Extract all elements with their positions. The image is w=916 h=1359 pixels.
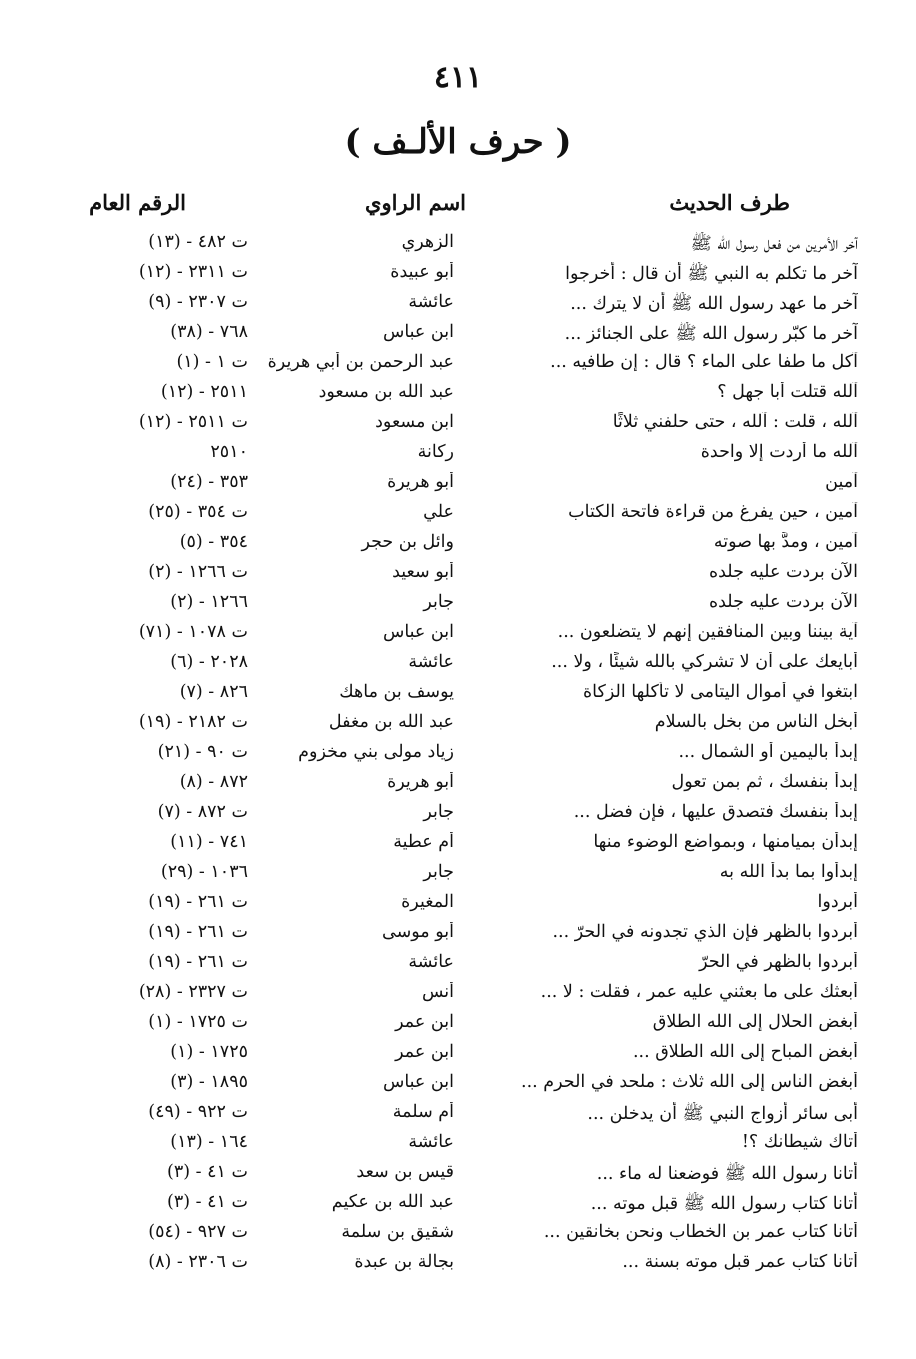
table-row [0,1190,916,1220]
hadith-cell: آخر الأمرين من فعل رسول الله ﷺ [690,234,858,254]
number-cell: ١٦٤ - (١٣) [170,1132,248,1152]
narrator-cell: أبو هريرة [387,472,454,492]
narrator-cell: المغيرة [401,892,454,912]
column-headers [0,190,916,224]
hadith-cell: آلله ما أردت إلا واحدة [700,442,858,462]
table-row [0,500,916,530]
number-cell: ت ٢٣١١ - (١٢) [138,262,248,282]
hadith-cell: إبدأوا بما بدأ الله به [719,862,858,882]
table-row [0,890,916,920]
number-cell: ت ٤١ - (٣) [167,1192,248,1212]
narrator-cell: أبو عبيدة [390,262,454,282]
table-row [0,1010,916,1040]
table-row [0,350,916,380]
number-cell: ت ٩٢٧ - (٥٤) [148,1222,248,1242]
table-row [0,380,916,410]
number-cell: ت ٤٨٢ - (١٣) [148,232,248,252]
header-number: الرقم العام [89,190,186,215]
number-cell: ت ١ - (١) [176,352,248,372]
number-cell: ٨٢٦ - (٧) [179,682,248,702]
narrator-cell: أنس [421,982,454,1002]
table-row [0,320,916,350]
narrator-cell: عائشة [408,952,454,972]
number-cell: ٧٦٨ - (٣٨) [170,322,248,342]
table-row [0,1160,916,1190]
number-cell: ت ٢٦١ - (١٩) [148,952,248,972]
narrator-cell: عائشة [408,292,454,312]
table-row [0,1040,916,1070]
table-row [0,830,916,860]
hadith-cell: أبغض الحلال إلى الله الطلاق [652,1012,858,1032]
number-cell: ٢٠٢٨ - (٦) [170,652,248,672]
index-table [0,230,916,1280]
table-row [0,470,916,500]
narrator-cell: ابن عمر [395,1012,454,1032]
table-row [0,260,916,290]
table-row [0,1250,916,1280]
narrator-cell: ابن عمر [395,1042,454,1062]
section-title: ( حرف الألـف ) [344,122,572,162]
table-row [0,740,916,770]
narrator-cell: وائل بن حجر [361,532,454,552]
hadith-cell: أبايعك على أن لا تشركي بالله شيئًا ، ولا ... [551,652,858,672]
number-cell: ت ٩٠ - (٢١) [157,742,248,762]
narrator-cell: جابر [423,802,454,822]
table-row [0,770,916,800]
number-cell: ت ٢٦١ - (١٩) [148,892,248,912]
hadith-cell: أبى سائر أزواج النبي ﷺ أن يدخلن ... [587,1104,858,1124]
table-row [0,440,916,470]
hadith-cell: آمين ، ومدَّ بها صوته [713,532,858,552]
hadith-cell: الآن بردت عليه جلده [708,562,858,582]
table-row [0,1100,916,1130]
number-cell: ت ٢٦١ - (١٩) [148,922,248,942]
hadith-cell: آكل ما طفا على الماء ؟ قال : إن طافيه ... [550,352,858,372]
narrator-cell: ركانة [417,442,454,462]
narrator-cell: جابر [423,862,454,882]
hadith-cell: أبعثك على ما بعثني عليه عمر ، فقلت : لا ... [540,982,858,1002]
hadith-cell: آمين ، حين يفرغ من قراءة فاتحة الكتاب [568,502,858,522]
narrator-cell: بجالة بن عبدة [354,1252,454,1272]
narrator-cell: شقيق بن سلمة [341,1222,454,1242]
number-cell: ١٠٣٦ - (٢٩) [160,862,248,882]
table-row [0,410,916,440]
hadith-cell: آية بيننا وبين المنافقين إنهم لا يتضلعون ... [557,622,858,642]
narrator-cell: ابن عباس [382,1072,454,1092]
number-cell: ت ٢٥١١ - (١٢) [138,412,248,432]
number-cell: ١٧٢٥ - (١) [170,1042,248,1062]
hadith-cell: أبخل الناس من بخل بالسلام [654,712,858,732]
table-row [0,920,916,950]
number-cell: ت ٤١ - (٣) [167,1162,248,1182]
hadith-cell: أتانا كتاب عمر قبل موته بسنة ... [622,1252,858,1272]
narrator-cell: عبد الله بن عكيم [331,1192,454,1212]
narrator-cell: عبد الله بن مغفل [328,712,454,732]
hadith-cell: آخر ما تكلم به النبي ﷺ أن قال : أخرجوا [565,264,858,284]
hadith-cell: إبدأن بميامنها ، وبمواضع الوضوء منها [593,832,858,852]
narrator-cell: أبو موسى [382,922,454,942]
table-row [0,710,916,740]
hadith-cell: إبدأ بنفسك ، ثم بمن تعول [671,772,858,792]
table-row [0,650,916,680]
number-cell: ١٨٩٥ - (٣) [170,1072,248,1092]
number-cell: ت ١٢٦٦ - (٢) [148,562,248,582]
number-cell: ت ٢٣٢٧ - (٢٨) [138,982,248,1002]
table-row [0,950,916,980]
table-row [0,590,916,620]
hadith-cell: آخر ما كبّر رسول الله ﷺ على الجنائز ... [564,324,858,344]
number-cell: ت ٢٣٠٧ - (٩) [148,292,248,312]
table-row [0,980,916,1010]
narrator-cell: جابر [423,592,454,612]
hadith-cell: أتانا كتاب عمر بن الخطاب ونحن بخانقين ... [543,1222,858,1242]
hadith-cell: أبردوا بالظهر في الحرّ [699,952,858,972]
number-cell: ٢٥١٠ [210,442,248,462]
table-row [0,1130,916,1160]
number-cell: ٧٤١ - (١١) [170,832,248,852]
narrator-cell: الزهري [401,232,454,252]
narrator-cell: زياد مولى بني مخزوم [298,742,454,762]
hadith-cell: آخر ما عهد رسول الله ﷺ أن لا يترك ... [570,294,858,314]
hadith-cell: آلله قتلت أبا جهل ؟ [717,382,858,402]
narrator-cell: عائشة [408,652,454,672]
hadith-cell: آلله ، قلت : آلله ، حتى حلفني ثلاثًا [612,412,858,432]
narrator-cell: أم عطية [393,832,454,852]
narrator-cell: أم سلمة [392,1102,454,1122]
narrator-cell: عبد الله بن مسعود [318,382,454,402]
table-row [0,1070,916,1100]
table-row [0,290,916,320]
number-cell: ت ٩٢٢ - (٤٩) [148,1102,248,1122]
hadith-cell: أتانا رسول الله ﷺ فوضعنا له ماء ... [596,1164,858,1184]
number-cell: ت ١٧٢٥ - (١) [148,1012,248,1032]
hadith-cell: إبدأ باليمين أو الشمال ... [678,742,858,762]
hadith-cell: أتاك شيطانك ؟! [741,1132,858,1152]
table-row [0,560,916,590]
hadith-cell: ابتغوا في أموال اليتامى لا تأكلها الزكاة [583,682,858,702]
hadith-cell: أبردوا بالظهر فإن الذي تجدونه في الحرّ ... [552,922,858,942]
number-cell: ت ٢٣٠٦ - (٨) [148,1252,248,1272]
hadith-cell: آمين [825,472,858,492]
narrator-cell: ابن عباس [382,622,454,642]
table-row [0,800,916,830]
table-row [0,1220,916,1250]
table-row [0,530,916,560]
table-row [0,230,916,260]
number-cell: ٣٥٣ - (٢٤) [170,472,248,492]
page-number: ٤١١ [433,60,483,95]
hadith-cell: أبغض الناس إلى الله ثلاث : ملحد في الحرم ... [521,1072,858,1092]
narrator-cell: يوسف بن ماهك [339,682,454,702]
narrator-cell: أبو هريرة [387,772,454,792]
number-cell: ت ٣٥٤ - (٢٥) [148,502,248,522]
hadith-cell: أبردوا [817,892,858,912]
hadith-cell: أتانا كتاب رسول الله ﷺ قبل موته ... [590,1194,858,1214]
hadith-cell: الآن بردت عليه جلده [708,592,858,612]
number-cell: ٢٥١١ - (١٢) [160,382,248,402]
table-row [0,860,916,890]
hadith-cell: إبدأ بنفسك فتصدق عليها ، فإن فضل ... [573,802,858,822]
hadith-cell: أبغض المباح إلى الله الطلاق ... [632,1042,858,1062]
number-cell: ١٢٦٦ - (٢) [170,592,248,612]
table-row [0,620,916,650]
table-row [0,680,916,710]
narrator-cell: أبو سعيد [392,562,454,582]
number-cell: ت ١٠٧٨ - (٧١) [138,622,248,642]
number-cell: ٨٧٢ - (٨) [179,772,248,792]
header-hadith: طرف الحديث [669,190,790,215]
narrator-cell: عبد الرحمن بن أبي هريرة [267,352,454,372]
number-cell: ٣٥٤ - (٥) [179,532,248,552]
number-cell: ت ٢١٨٢ - (١٩) [138,712,248,732]
narrator-cell: علي [423,502,454,522]
narrator-cell: عائشة [408,1132,454,1152]
narrator-cell: قيس بن سعد [356,1162,454,1182]
header-narrator: اسم الراوي [365,190,466,215]
narrator-cell: ابن عباس [382,322,454,342]
number-cell: ت ٨٧٢ - (٧) [157,802,248,822]
narrator-cell: ابن مسعود [375,412,454,432]
